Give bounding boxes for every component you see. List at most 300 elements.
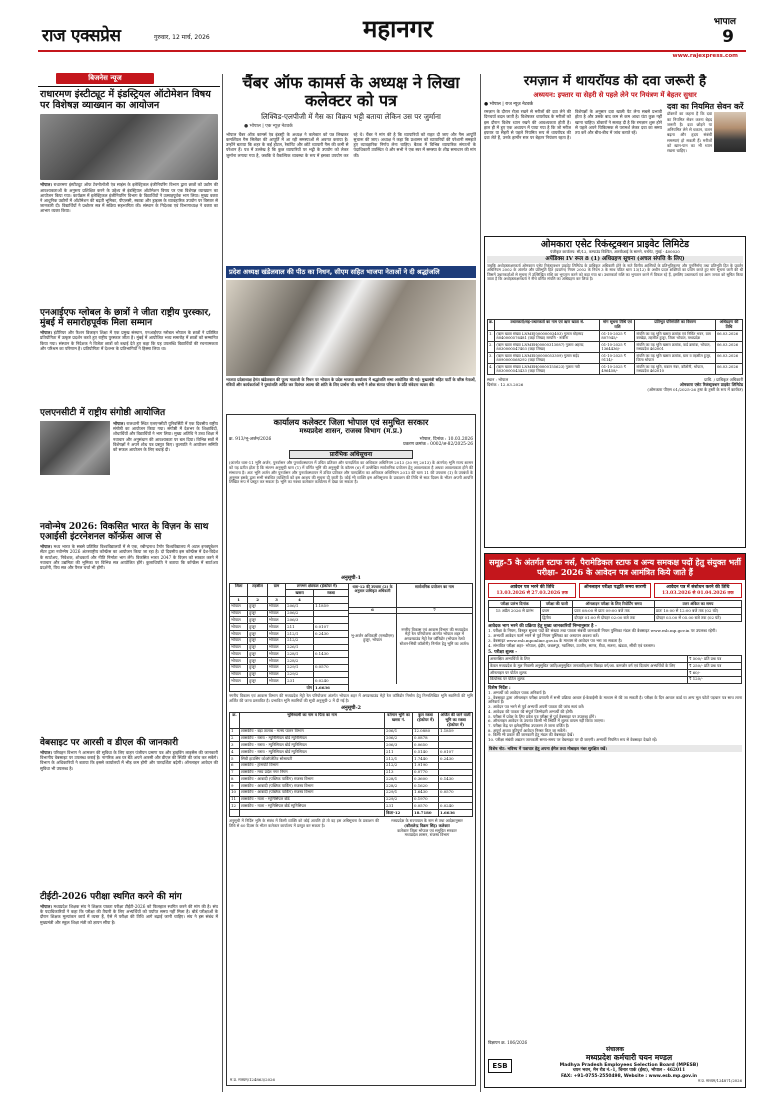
total-value: किता-12 (385, 810, 413, 817)
table-cell: 206/3 (385, 742, 413, 749)
fee-amount: ₹ 500/- प्रति प्रश्न पत्र (688, 656, 742, 663)
headline[interactable]: नवोन्मेष 2026: विकसित भारत के विज़न के साथ एआईसी इंटरनेशनल कॉन्फ्रेंस आज से (40, 522, 209, 543)
col-num (313, 597, 348, 604)
col-sno: क्र. (230, 712, 240, 728)
column-header: मांग सूचना तिथि एवं राशि (600, 319, 635, 330)
headline[interactable]: एनआईएफ ग्लोबल के छात्रों ने जीता राष्ट्रीय पुरस्कार, मुंबई में समारोहपूर्वक मिला सम्मान (40, 308, 212, 329)
table-cell: भोपाल (267, 658, 285, 665)
notice-body: (अंतर्गत धारा-11 भूमि अर्जन, पुनर्वासन और पुनर्व्यवस्थापन में उचित प्रतिकर और पारदर्शिता का अधिकार अधिनियम 2013 (30 सन् 2013) के अंतर्गत) भूमि राज्य शासन को यह प्रतीत होता है कि संलग्न अनुसूची धारा (1) में वर्णित भूमि की अनुसूची के कॉलम (6) में उल्लेखित सार्वजनिक प्रयोजन हेतु आवश्यकता है अथवा आवश्यकता होने की संभावना है। अतः भूमि अर्जन और पुनर्वासन और पुनर्व्यवस्थापन में उचित प्रतिकर और पारदर्शिता का अधिकार अधिनियम 2013 की धारा 11 की उपधारा (1) के उपबंधों के अनुसार इसके द्वारा सभी संबंधित व्यक्तियों को इस आशय की सूचना दी जाती है। कोई भी व्यक्ति इस अधिसूचना के प्रकाशन की तिथि से साठ दिवस के भीतर अपनी आपत्ति लिखित रूप में प्रस्तुत कर सकता है। भूमि का नक्शा कलेक्टर कार्यालय में देखा जा सकता है। (229, 460, 473, 485)
headline[interactable]: एलएनसीटी में राष्ट्रीय संगोष्ठी आयोजित (40, 408, 166, 418)
table-cell: 0.2430 (439, 755, 473, 762)
fee-amount: ₹ 120/- (688, 676, 742, 683)
table-cell: शासकीय - नाला - म्युनिसिपल बोर्ड म्युनिसिपल (240, 803, 385, 810)
esb-logo-icon: ESB (488, 1059, 512, 1073)
table-cell: 0.0107 (313, 624, 348, 631)
col-num: 6 (349, 608, 397, 613)
table-cell: 06.03.2026 (715, 342, 742, 353)
table-cell: 211 (286, 624, 314, 631)
table-cell: 0.5140 (413, 749, 439, 756)
table-row (230, 651, 349, 658)
table-cell: 4 (230, 749, 240, 756)
table-cell (439, 769, 473, 776)
table-row (230, 735, 473, 742)
list-item: 4. संभावित परीक्षा शहर- भोपाल, इंदौर, जबलपुर, ग्वालियर, उज्जैन, सागर, रीवा, सतना, खंडवा, सीधी एवं रतलाम। (488, 643, 656, 649)
table-cell: भोपाल (230, 624, 248, 631)
table-row (488, 342, 743, 353)
table-row (230, 789, 473, 796)
table-cell (313, 610, 348, 617)
value: 13.03.2026 से 01.04.2026 तक (662, 590, 734, 596)
table-cell: भोपाल (267, 637, 285, 644)
exam-date: 15 अप्रैल 2026 से प्रारंभ (489, 608, 541, 622)
story-body: मध्यप्रदेश शिक्षक संघ ने शिक्षक पात्रता परीक्षा टीईटी-2026 को फिलहाल स्थगित करने की मांग की है। संघ के पदाधिकारियों ने कहा कि परीक्षा की तैयारी के लिए अभ्यर्थियों को पर्याप्त समय नहीं मिला है। बोर्ड परीक्षाओं के दौरान शिक्षक मूल्यांकन कार्य में व्यस्त हैं, ऐसे में परीक्षा की तिथि आगे बढ़ाई जानी चाहिए। संघ ने इस संबंध में मुख्यमंत्री और स्कूल शिक्षा मंत्री को ज्ञापन सौंपा है। (40, 904, 218, 925)
table-row (230, 728, 473, 735)
date-box-edit (654, 583, 742, 598)
list-item: 8. अपूर्ण अथवा त्रुटिपूर्ण आवेदन निरस्त किए जा सकेंगे। (488, 727, 567, 733)
table-row (489, 656, 742, 663)
table-row (230, 603, 349, 610)
story-website-rc-dl (40, 738, 218, 771)
date-box-apply (488, 583, 576, 598)
answer-time: दोपहर 03.00 से 05.00 बजे तक (02 घंटे) (654, 615, 741, 622)
table-cell: 1.7440 (413, 755, 439, 762)
column-header: उधारकर्ता/सह-उधारकर्ता का नाम एवं ऋण खाता सं. (495, 319, 600, 330)
table-cell: संपत्ति का वह भूमि, मकान नंबर, कॉलोनी, भोपाल, मध्यप्रदेश 462010 (635, 364, 716, 375)
table-row (230, 664, 349, 671)
table-cell: शासकीय - मध्य प्रदेश नगर निगम (240, 769, 385, 776)
table-row (230, 630, 349, 637)
table-row (230, 637, 349, 644)
table-row (230, 783, 473, 790)
table-cell: हुजूर (248, 617, 268, 624)
table-cell: 2. (488, 342, 495, 353)
table-cell (439, 735, 473, 742)
column-header: प्रतिभूत परिसंपत्ति का विवरण (635, 319, 716, 330)
schedule-1-table (229, 583, 349, 693)
table-cell: 228/2 (286, 658, 314, 665)
dateline: भोपाल। (40, 750, 52, 756)
col-khasra: खसरा (286, 590, 314, 597)
case-number: प्रकरण क्रमांक : 0002/अ-82/2025-26 (403, 442, 473, 448)
table-cell: भोपाल (230, 664, 248, 671)
table-cell: भोपाल (230, 630, 248, 637)
fee-category: अनारक्षित अभ्यर्थियों के लिए (489, 656, 688, 663)
table-cell: (ऋण खाता संख्या LNMEI00000053309) गुलाम सईद 8090000568292 (कहा लिखा) (495, 353, 600, 364)
table-cell: भोपाल (267, 630, 285, 637)
dateline: भोपाल। (40, 904, 52, 910)
table-cell: 231 (286, 678, 314, 685)
table-cell: भोपाल (267, 610, 285, 617)
sign-line-2: (कौशलेन्द्र विक्रम सिंह) कलेक्टर (404, 822, 450, 828)
section-title: महानगर (363, 18, 433, 43)
list-item: 3. आवेदन पत्र भरने से पूर्व अभ्यर्थी अपनी पात्रता की जांच स्वयं करें। (488, 704, 585, 710)
table-cell: भोपाल (267, 644, 285, 651)
ad-number: विज्ञापन क्र. 106/2026 (488, 1040, 528, 1046)
table-cell: 06.03.2026 (715, 353, 742, 364)
table-cell: भोपाल (267, 664, 285, 671)
subheadline: अध्ययन: इफ्तार या सेहरी से पहले लेने पर नियंत्रण में बेहतर सुधार (533, 91, 697, 99)
table-cell: 0.3600 (413, 776, 439, 783)
col-area: लगभग क्षेत्रफल (हेक्टेयर में) (286, 583, 349, 590)
signatory: प्राधि. / प्राधिकृत अधिकारी (704, 377, 743, 383)
table-cell: हुजूर (248, 603, 268, 610)
company-address: पंजीकृत कार्यालय: सी/12, कम्पाउंड बिल्डिंग, आरबीआई के सामने, चर्चगेट, मुंबई - 400020 (550, 249, 680, 254)
list-item: 10. परीक्षा संबंधी अद्यतन जानकारी समय-समय पर वेबसाइट पर दी जाएगी। अभ्यर्थी नियमित रूप से वेबसाइट देखते रहें। (488, 737, 658, 743)
table-cell: 01-10-2025 ₹ 807945/- (600, 331, 635, 342)
col-answer-time: उत्तर अंकित का समय (654, 601, 741, 608)
table-cell: 229/2 (385, 796, 413, 803)
col-khasra: वर्तमान भूमि का खसरा नं. (385, 712, 413, 728)
headline[interactable]: रमज़ान में थायरॉयड की दवा जरूरी है (523, 74, 707, 89)
column-header: अधिग्रहण की तिथि (715, 319, 742, 330)
table-cell: 0.0570 (439, 789, 473, 796)
table-cell: भोपाल (267, 617, 285, 624)
sign-line-1: मध्यप्रदेश के राज्यपाल के नाम से तथा आदेशानुसार (391, 817, 463, 823)
table-cell: 1. (488, 331, 495, 342)
col-purpose: सार्वजनिक प्रयोजन का नाम (415, 583, 454, 589)
table-cell: 206/1 (286, 603, 314, 610)
table-cell (313, 637, 348, 644)
headline[interactable]: राधारमण इंस्टीट्यूट में इंडस्ट्रियल ऑटोमेशन विषय पर विशेषज्ञ व्याख्यान का आयोजन (40, 89, 211, 111)
table-cell: 0.0240 (439, 803, 473, 810)
table-cell: शासकीय - नाला - म्युनिसिपल बोर्ड (240, 796, 385, 803)
state: मध्यप्रदेश शासन, राजस्व विभाग (म.प्र.) (299, 426, 403, 435)
fee-amount: ₹ 250/- प्रति प्रश्न पत्र (688, 663, 742, 670)
table-cell (230, 810, 240, 817)
story-body: इंटीरियर और फैशन डिजाइन शिक्षा में एक प्रमुख संस्थान, एनआईएफ ग्लोबल भोपाल के छात्रों ने प्रतिष्ठित प्रतियोगिता में उत्कृष्ट प्रदर्शन करते हुए राष्ट्रीय पुरस्कार जीता है। मुंबई में आयोजित भव्य समारोह में छात्रों को सम्मानित किया गया। संस्थान के निदेशक ने विजेता छात्रों को बधाई देते हुए कहा कि यह उपलब्धि विद्यार्थियों की रचनात्मकता और परिश्रम का परिणाम है। प्रतियोगिता में देशभर के प्रतिभागियों ने हिस्सा लिया था। (40, 330, 218, 351)
list-item: 9. किसी भी प्रकार की जानकारी हेतु मंडल की वेबसाइट देखें। (488, 732, 574, 738)
table-cell: भोपाल (267, 603, 285, 610)
table-row (488, 331, 743, 342)
board-name: मध्यप्रदेश कर्मचारी चयन मण्डल (585, 1053, 673, 1063)
table-cell: हुजूर (248, 644, 268, 651)
table-cell: हुजूर (248, 664, 268, 671)
table-cell: 1.1859 (313, 603, 348, 610)
board-address: चयन भवन, मेन रोड नं.-1, चिनार पार्क (ईस्ट), भोपाल - 462011 (572, 1068, 686, 1074)
table-row (230, 658, 349, 665)
table-cell: शासकीय - आबादी (पब्लिक पार्किंग) राजस्व विभाग (240, 783, 385, 790)
table-row (230, 769, 473, 776)
intro: आवेदक भाग भरने की प्रक्रिया हेतु मुख्य जानकारियों निम्नानुसार है - (488, 623, 597, 629)
table-cell (240, 810, 385, 817)
fee-category: केवल मध्यप्रदेश के मूल निवासी अनुसूचित जाति/अनुसूचित जनजाति/अन्य पिछड़ा वर्ग/आ. कमजोर वर्ग एवं दिव्यांग अभ्यर्थियों के लिए (489, 663, 688, 670)
byline-text: भोपाल | राज न्यूज़ नेटवर्क (489, 102, 534, 108)
notice-footer: अनुसूची में निर्दिष्ट भूमि के संबंध में किसी व्यक्ति को कोई आपत्ति हो तो वह इस अधिसूचना के प्रकाशन की तिथि से 60 दिवस के भीतर कलेक्टर कार्यालय में प्रस्तुत कर सकता है। (229, 817, 379, 828)
table-cell: भोपाल (230, 678, 248, 685)
business-news-column (38, 72, 220, 1092)
table-row (230, 742, 473, 749)
shift: द्वितीय (541, 615, 573, 622)
table-total-row (230, 685, 349, 692)
table-cell: 0.0570 (413, 803, 439, 810)
story-body: मध्य भारत के सबसे प्रतिष्ठित विश्वविद्यालयों में से एक, रबीन्द्रनाथ टैगोर विश्वविद्यालय में अटल इनक्यूबेशन सेंटर द्वारा नवोन्मेष 2026 अंतरराष्ट्रीय कॉन्फ्रेंस का आयोजन किया जा रहा है। दो दिवसीय इस कॉन्फ्रेंस में देश-विदेश के स्टार्टअप, निवेशक, शोधकर्ता और नीति निर्माता भाग लेंगे। विकसित भारत 2047 के विज़न को साकार करने में नवाचार और उद्यमिता की भूमिका पर विभिन्न सत्र आयोजित होंगे। कुलाधिपति ने बताया कि कॉन्फ्रेंस में स्टार्टअप प्रदर्शनी, पिच सत्र और पैनल चर्चा भी होगी। (40, 544, 218, 570)
table-cell: शासकीय - बड़ा तालाब - मत्स्य पालन विभाग (240, 728, 385, 735)
shift: प्रथम (541, 608, 573, 615)
list-item: 5. परीक्षा में प्रवेश के लिए प्रवेश पत्र परीक्षा से पूर्व वेबसाइट पर उपलब्ध होंगे। (488, 713, 596, 719)
list-item: 7. परीक्षा केंद्र पर इलेक्ट्रॉनिक उपकरण ले जाना वर्जित है। (488, 722, 570, 728)
sign-line-4: मध्यप्रदेश शासन, राजस्व विभाग (404, 832, 450, 838)
masthead (38, 18, 746, 70)
table-cell: 228/2 (385, 783, 413, 790)
table-total-row (230, 810, 473, 817)
schedule-2-label: अनुसूची-2 (341, 704, 361, 711)
table-cell: 212/1 (385, 755, 413, 762)
table-cell (313, 617, 348, 624)
collector-notice (226, 414, 476, 1086)
label: आवेदन पत्र में संशोधन करने की तिथि (666, 585, 730, 590)
list-item: 3. वेबसाइट www.esb.mponline.gov.in के माध्यम से आवेदन पत्र भरा जा सकता है। (488, 638, 623, 644)
table-cell: 6 (230, 762, 240, 769)
headline[interactable]: वेबसाइट पर आरसी व डीएल की जानकारी (40, 738, 179, 748)
table-cell (439, 762, 473, 769)
table-cell: 0.0650 (413, 742, 439, 749)
table-cell: 06.03.2026 (715, 331, 742, 342)
headline[interactable]: प्रदेश अध्यक्ष खंडेलवाल की पीठ का निधन, सीएम सहित भाजपा नेताओं ने दी श्रद्धांजलि (226, 266, 476, 278)
final-note: विशेष नोट: भविष्य में पत्राचार हेतु अपना ईमेल तथा मोबाइल नंबर सुरक्षित रखें। (488, 745, 742, 752)
list-item: 6. ऑनलाइन आवेदन के उपरांत किसी भी स्थिति में शुल्क वापस नहीं किया जाएगा। (488, 718, 605, 724)
table-cell: भोपाल (230, 644, 248, 651)
story-radharaman (40, 90, 218, 214)
table-cell: 226/1 (286, 644, 314, 651)
table-cell: हुजूर (248, 630, 268, 637)
column-header: क्र. (488, 319, 495, 330)
story-tet (40, 892, 218, 925)
table-cell: 0.1430 (313, 651, 348, 658)
table-row (230, 796, 473, 803)
notice-title: अपेंडिक्स IV रूल 8 (1) अधिग्रहण सूचना (अचल संपत्ति के लिए) (487, 256, 743, 263)
table-cell: 0.0570 (313, 664, 348, 671)
table-cell: 213 (385, 769, 413, 776)
story-lnct (40, 408, 218, 475)
ref-number: क्र. 913/भू-अर्जन/2026 (229, 436, 272, 442)
table-cell: शासकीय - आबादी (पब्लिक पार्किंग) राजस्व विभाग (240, 789, 385, 796)
table-cell: 2 (230, 735, 240, 742)
table-cell: 228/1 (385, 776, 413, 783)
notes-list (488, 691, 742, 743)
table-cell: 1.1859 (439, 728, 473, 735)
col-num: 4 (286, 597, 314, 604)
col-reporting: ऑनलाइन परीक्षा के लिए रिपोर्टिंग समय (573, 601, 654, 608)
table-cell: 10 (230, 789, 240, 796)
col-district: जिला (230, 583, 248, 597)
story-navonmesh (40, 522, 218, 570)
table-cell (313, 671, 348, 678)
subhead: दवा का नियमित सेवन करें (667, 101, 744, 112)
table-cell: 228/1 (286, 651, 314, 658)
table-cell: 212/2 (286, 637, 314, 644)
table-cell: 0.2430 (313, 630, 348, 637)
col-rakba: रकबा (313, 590, 348, 597)
table-row (230, 671, 349, 678)
photo (40, 421, 110, 475)
list-item: 4. आवेदक की पात्रता की संपूर्ण जिम्मेदारी अभ्यर्थी की होगी। (488, 708, 574, 714)
photo-story (226, 266, 476, 412)
table-cell: 212/2 (385, 762, 413, 769)
signatory-company: ओमकारा एसेट रिकंस्ट्रक्शन प्राइवेट लिमिटेड (679, 382, 743, 388)
table-cell: (ऋण खाता संख्या LNMEH00000313087) गुलाम अहमद 8030000547403 (कहा लिखा) (495, 342, 600, 353)
column-divider (480, 74, 481, 1092)
table-cell (313, 658, 348, 665)
table-cell: हुजूर (248, 624, 268, 631)
table-cell: भोपाल (267, 671, 285, 678)
dateline: भोपाल। (40, 182, 52, 188)
table-cell: 1.6430 (413, 789, 439, 796)
table-cell: 231 (385, 803, 413, 810)
table-cell: 229/1 (286, 664, 314, 671)
board-name-en: Madhya Pradesh Employees Selection Board (MPESB) (559, 1062, 699, 1068)
list-item: 2. अभ्यर्थी आवेदन फार्म भरने से पूर्व नियम पुस्तिका का अध्ययन अवश्य करें। (488, 633, 600, 639)
notice-body: जबकि अधोहस्ताक्षरकर्ता ओमकारा एसेट रिकंस्ट्रक्शन प्राइवेट लिमिटेड के प्राधिकृत अधिकारी होने के नाते वित्तीय आस्तियों के प्रतिभूतिकरण और पुनर्निर्माण तथा प्रतिभूति हित के प्रवर्तन अधिनियम 2002 के अंतर्गत और प्रतिभूति हित (प्रवर्तन) नियम 2002 के नियम 3 के साथ पठित धारा 13(12) के अधीन प्रदत्त शक्तियों का प्रयोग करते हुए मांग सूचना जारी की थी जिसमें उधारकर्ताओं से सूचना में उल्लिखित राशि का भुगतान करने को कहा गया था। उधारकर्ता राशि का भुगतान करने में विफल रहे हैं, इसलिए उधारकर्ता एवं आम जनता को सूचित किया जाता है कि अधोहस्ताक्षरकर्ता ने नीचे वर्णित संपत्ति का अधिग्रहण कर लिया है। (487, 262, 743, 282)
table-row (488, 364, 743, 375)
col-owner: भूमिस्वामी का नाम व पिता का नाम (240, 712, 385, 728)
notes-label: विशेष निर्देश : (488, 685, 511, 691)
table-cell (439, 796, 473, 803)
col-shift: परीक्षा की पाली (541, 601, 573, 608)
dateline: भोपाल। (40, 544, 52, 550)
photo (40, 114, 218, 180)
reporting-time: दोपहर 01:00 से दोपहर 02:00 बजे तक (573, 615, 654, 622)
table-cell: 229/2 (286, 671, 314, 678)
table-cell: संपत्ति का वह भूमि खसरा क्रमांक, ग्राम व तहसील हुजूर, जिला भोपाल (635, 353, 716, 364)
story-body: भोपाल चैंबर ऑफ कामर्स एंड इंडस्ट्री के अध्यक्ष ने कलेक्टर को पत्र लिखकर कमर्शियल गैस सिलेंडर की आपूर्ति में आ रही समस्याओं से अवगत कराया है। उन्होंने बताया कि शहर के कई होटल, रेस्टोरेंट और छोटे व्यापारी गैस की कमी से परेशान हैं। पत्र में उल्लेख है कि कुछ व्यापारियों पर भट्टी के उपयोग को लेकर जुर्माना लगाया गया है, जबकि वे वैकल्पिक व्यवस्था के रूप में इसका उपयोग कर रहे थे। चैंबर ने मांग की है कि व्यापारियों को राहत दी जाए और गैस आपूर्ति सुचारू की जाए। अध्यक्ष ने कहा कि प्रशासन को व्यापारियों की परेशानी समझते हुए व्यावहारिक निर्णय लेना चाहिए। बैठक में विभिन्न व्यापारिक संगठनों के पदाधिकारी उपस्थित थे और सभी ने एक स्वर में समस्या के शीघ्र समाधान की मांग की। (226, 131, 476, 158)
officer: भू-अर्जन अधिकारी (एसडीएम) हुजूर, भोपाल (349, 614, 397, 684)
byline: ● भोपाल | राज न्यूज़ नेटवर्क (484, 102, 534, 108)
city-name: भोपाल (713, 18, 736, 27)
dateline: भोपाल। (113, 421, 125, 427)
instructions-list (488, 629, 742, 649)
table-row (489, 663, 742, 670)
table-cell: 206/2 (385, 735, 413, 742)
table-cell: 06.03.2026 (715, 364, 742, 375)
sign-line-3: कलेक्टर जिला भोपाल एवं समुचित सरकार (397, 827, 457, 833)
col-tehsil: तहसील (248, 583, 268, 597)
table-cell: 11 (230, 796, 240, 803)
board-contact[interactable]: FAX: +91-0755-2550498, Website : www.esb.mp.gov.in (561, 1073, 697, 1079)
total-value: 1.6636 (439, 810, 473, 817)
table-cell: 4. (488, 364, 495, 375)
label: ऑनलाइन परीक्षा पद्धति समय सारणी (583, 585, 647, 590)
total-value: 18.7180 (413, 810, 439, 817)
column-rule (38, 86, 220, 87)
list-item: 1. अभ्यर्थी को आवेदन पत्रक अनिवार्य है। (488, 690, 547, 696)
exam-schedule-table (488, 600, 742, 621)
schedule-1-label: अनुसूची-1 (341, 575, 361, 582)
table-cell: हुजूर (248, 678, 268, 685)
table-cell: हुजूर (248, 658, 268, 665)
table-row (230, 644, 349, 651)
brand-name: राज एक्सप्रेस (42, 26, 121, 46)
table-cell: 0.0878 (413, 735, 439, 742)
table-cell: भोपाल (267, 678, 285, 685)
table-cell: 0.1430 (439, 776, 473, 783)
table-cell: शासकीय - रास्ता - म्युनिसिपल बोर्ड म्युनिसिपल (240, 735, 385, 742)
col-total-area: कुल रकबा (हेक्टेयर में) (413, 712, 439, 728)
story-body: राजधानी स्थित एलएनसीटी यूनिवर्सिटी में एक दिवसीय राष्ट्रीय संगोष्ठी का आयोजन किया गया। संगोष्ठी में देशभर के शिक्षाविदों, शोधार्थियों और विद्यार्थियों ने भाग लिया। मुख्य अतिथि ने उच्च शिक्षा में नवाचार और अनुसंधान की आवश्यकता पर बल दिया। विभिन्न सत्रों में विशेषज्ञों ने अपने शोध पत्र प्रस्तुत किए। कुलपति ने आयोजन समिति को सफल आयोजन के लिए बधाई दी। (113, 421, 218, 453)
table-cell: 0.0770 (413, 769, 439, 776)
place: स्थान : भोपाल (487, 377, 509, 383)
byline: ● भोपाल | एक न्यूज़ नेटवर्क (244, 124, 293, 129)
signature-block (381, 819, 473, 838)
column-divider (222, 74, 223, 1092)
table-cell: 229/1 (385, 789, 413, 796)
table-cell: भोपाल (230, 617, 248, 624)
fee-amount: ₹ 60/- (688, 670, 742, 677)
business-news-label: बिजनेस न्यूज (56, 73, 154, 84)
headline[interactable]: टीईटी-2026 परीक्षा स्थगित करने की मांग (40, 892, 182, 902)
list-item: 2. वेबसाइट द्वारा ऑनलाइन परीक्षा प्रणाली में सभी प्रक्रिया आधार ई-केवाईसी के माध्यम से की जा सकती है। परीक्षा के दिन आधार कार्ड या अन्य मूल फोटो पहचान पत्र साथ लाना अनिवार्य है। (488, 694, 742, 705)
col-village: ग्राम (267, 583, 285, 597)
table-row (230, 776, 473, 783)
date-box-schedule (579, 583, 650, 598)
dateline: भोपाल। (40, 330, 52, 336)
table-cell: 12 (230, 803, 240, 810)
ramzan-story (484, 74, 746, 230)
table-row (230, 803, 473, 810)
office: कार्यालय कलेक्टर जिला भोपाल एवं समुचित सरकार (273, 417, 429, 427)
fee-category: कियोस्क पर पोर्टल शुल्क (489, 676, 688, 683)
ro-number: म.प्र. माध्यम/124871/2026 (698, 1078, 742, 1084)
table-cell: 9 (230, 783, 240, 790)
headline[interactable]: समूह-5 के अंतर्गत स्टाफ नर्स, पैरामेडिकल स्टाफ व अन्य समकक्ष पदों हेतु संयुक्त भर्ती परीक्षा- 2026 के आवेदन पत्र आमंत्रित किये जाते हैं (485, 554, 745, 580)
col-num: 3 (267, 597, 285, 604)
table-cell: शासकीय - रास्ता - म्युनिसिपल बोर्ड म्युनिसिपल (240, 742, 385, 749)
table-cell: 8 (230, 776, 240, 783)
col-num: 1 (230, 597, 248, 604)
table-cell: भोपाल (267, 624, 285, 631)
table-row (230, 678, 349, 685)
fee-category: ऑनलाइन पर पोर्टल शुल्क (489, 670, 688, 677)
table-cell: 0.0240 (313, 678, 348, 685)
table-row (230, 624, 349, 631)
col-num: 7 (433, 606, 436, 612)
table-cell: 7 (230, 769, 240, 776)
photo-portrait (714, 112, 746, 152)
table-cell: 1 (230, 728, 240, 735)
story-body: राधारमण इंस्टीट्यूट ऑफ टेक्नोलॉजी एंड साइंस के इलेक्ट्रिकल इंजीनियरिंग विभाग द्वारा छात्रों को उद्योग की आवश्यकताओं के अनुरूप प्रशिक्षित करने के उद्देश्य से इंडस्ट्रियल ऑटोमेशन विषय पर एक विशेषज्ञ व्याख्यान का आयोजन किया गया। कार्यक्रम में इलेक्ट्रिकल इंजीनियरिंग विभाग के विद्यार्थियों ने उत्साहपूर्वक भाग लिया। मुख्य वक्ता ने आधुनिक उद्योगों में ऑटोमेशन की बढ़ती भूमिका, पीएलसी, स्काडा और ड्राइव्स के व्यावहारिक उपयोग पर विस्तार से जानकारी दी। विद्यार्थियों ने प्रश्नोत्तर सत्र में सक्रिय सहभागिता की। संस्थान के निदेशक एवं विभागाध्यक्ष ने वक्ता का आभार व्यक्त किया। (40, 182, 218, 214)
story-body: परिवहन विभाग ने आमजन की सुविधा के लिए वाहन पंजीयन प्रमाण पत्र और ड्राइविंग लाइसेंस की जानकारी विभागीय वेबसाइट पर उपलब्ध कराई है। नागरिक अब घर बैठे अपने आरसी और डीएल की स्थिति की जांच कर सकेंगे। विभाग के अधिकारियों ने बताया कि इससे कार्यालयों में भीड़ कम होगी और पारदर्शिता बढ़ेगी। ऑनलाइन आवेदन की सुविधा भी उपलब्ध है। (40, 750, 218, 771)
headline[interactable]: चैंबर ऑफ कामर्स के अध्यक्ष ने लिखा कलेक्टर को पत्र (242, 74, 460, 110)
col-acquired-area: अर्जित की जाने वाली भूमि का रकबा (हेक्टेयर में) (440, 712, 471, 727)
value: 13.03.2026 से 27.03.2026 तक (496, 590, 568, 596)
col-exam-date: परीक्षा प्रारंभ दिनांक (489, 601, 541, 608)
company-name: ओमकारा एसेट रिकंस्ट्रक्शन प्राइवेट लिमिटेड (540, 239, 690, 250)
website[interactable]: www.rajexpress.com (672, 53, 738, 59)
table-cell: 0.1970 (413, 796, 439, 803)
table-cell: भोपाल (230, 637, 248, 644)
table-cell: 0.1620 (413, 783, 439, 790)
table-cell: भोपाल (230, 671, 248, 678)
table-cell: 5 (230, 755, 240, 762)
table-cell: 206/2 (286, 610, 314, 617)
fee-label-text: परीक्षा शुल्क (494, 649, 514, 655)
table-cell: 01-10-2025 ₹ 1364436/- (600, 342, 635, 353)
table-cell: भोपाल (230, 651, 248, 658)
table-cell: 0.0107 (439, 749, 473, 756)
table-row (489, 676, 742, 683)
table-row (488, 353, 743, 364)
possession-table (487, 319, 743, 375)
table-row (230, 762, 473, 769)
col-num: 2 (248, 597, 268, 604)
table-cell: 3 (230, 742, 240, 749)
table-cell: भोपाल (230, 603, 248, 610)
table-row (489, 670, 742, 677)
table-cell: शासकीय - आबादी (पब्लिक पार्किंग) राजस्व विभाग (240, 776, 385, 783)
place-date: भोपाल, दिनांक : 10.03.2026 (419, 436, 473, 442)
table-cell: शासकीय - ट्रांसपोर्ट विभाग (240, 762, 385, 769)
fee-table (488, 655, 742, 683)
total-label: योग (230, 685, 314, 692)
